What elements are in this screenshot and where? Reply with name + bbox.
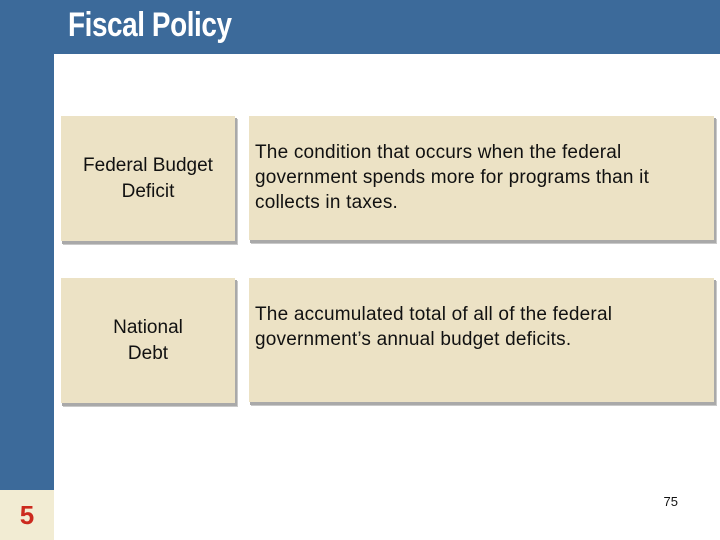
left-sidebar-strip xyxy=(0,54,54,540)
term-card-national-debt xyxy=(60,277,235,403)
definition-card-national-debt xyxy=(248,277,714,402)
term-label: National Debt xyxy=(113,316,183,364)
slide-title: Fiscal Policy xyxy=(68,6,232,44)
section-number-badge: 5 xyxy=(0,490,54,540)
page-number: 75 xyxy=(663,494,678,509)
term-card-budget-deficit xyxy=(60,115,235,241)
definition-card-budget-deficit xyxy=(248,115,714,240)
definition-text: The condition that occurs when the federal government spends more for programs than it collects in taxes. xyxy=(255,142,650,213)
definition-text: The accumulated total of all of the federal government’s annual budget deficits. xyxy=(255,304,613,350)
term-label: Federal Budget Deficit xyxy=(83,154,213,202)
